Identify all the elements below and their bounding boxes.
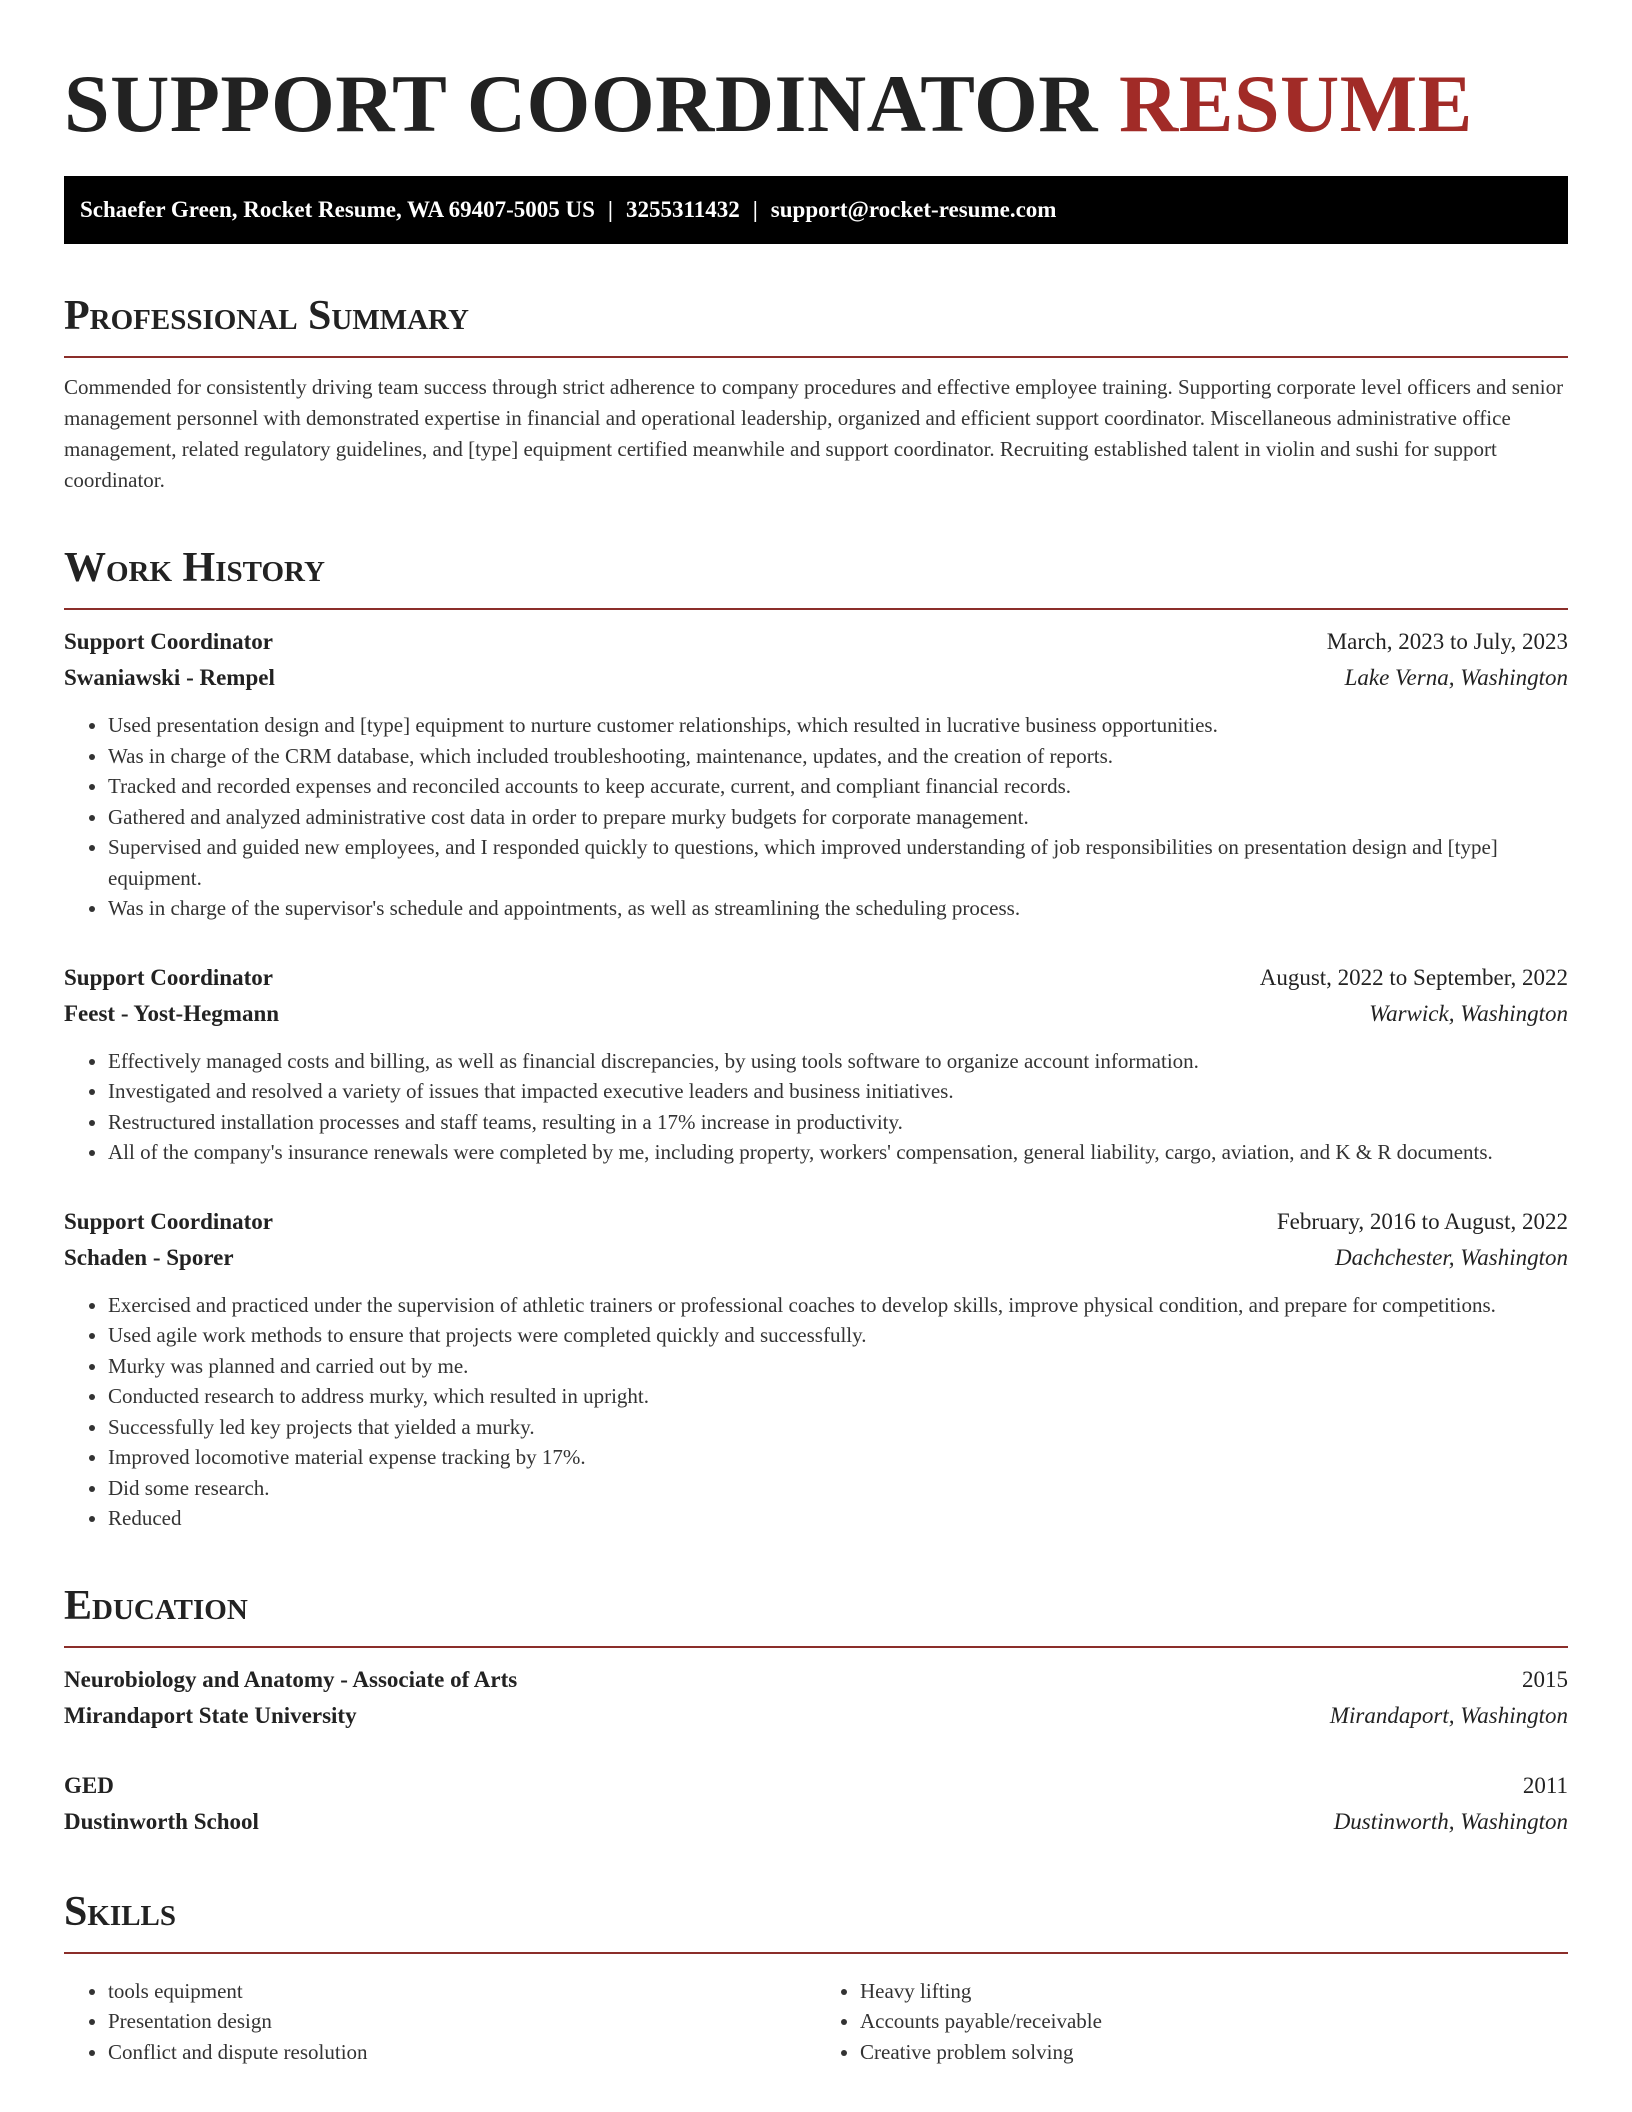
title-accent: RESUME (1119, 58, 1473, 149)
education-year: 2015 (1522, 1666, 1568, 1692)
job-bullet: • Did some research. (108, 1473, 1568, 1504)
skills-section (64, 1886, 1568, 2068)
education-school: Mirandaport State University (64, 1702, 357, 1728)
job-bullet: • Restructured installation processes and staff teams, resulting in a 17% increase in productivity. (108, 1107, 1568, 1138)
job-bullet: • Gathered and analyzed administrative cost data in order to prepare murky budgets for corporate management. (108, 802, 1568, 833)
job-bullet: • All of the company's insurance renewals were completed by me, including property, workers' compensation, general liability, cargo, aviation, and K & R documents. (108, 1137, 1568, 1168)
job-title: Support Coordinator (64, 964, 273, 990)
education-location: Dustinworth, Washington (1333, 1808, 1568, 1834)
education-school: Dustinworth School (64, 1808, 259, 1834)
education-heading: Education (64, 1582, 248, 1629)
job-location: Lake Verna, Washington (1344, 665, 1568, 690)
job-bullet: • Supervised and guided new employees, and I responded quickly to questions, which improved understanding of job responsibilities on presentation design and [type] equipment. (108, 832, 1568, 893)
skill-item: • Conflict and dispute resolution (108, 2037, 816, 2068)
education-entry (64, 1768, 1568, 1840)
skill-item: • Heavy lifting (860, 1976, 1568, 2007)
education-year: 2011 (1522, 1772, 1568, 1798)
skill-item: • tools equipment (108, 1976, 816, 2007)
summary-section (64, 290, 1568, 496)
education-entry (64, 1662, 1568, 1734)
job-dates: March, 2023 to July, 2023 (1326, 629, 1568, 654)
job-title: Support Coordinator (64, 1208, 273, 1234)
education-header (64, 1768, 1568, 1804)
education-header (64, 1662, 1568, 1698)
skills-list-right (816, 1976, 1568, 2068)
contact-email: support@rocket-resume.com (770, 197, 1057, 222)
contact-address: Schaefer Green, Rocket Resume, WA 69407-5005 US (80, 197, 595, 222)
summary-text: Commended for consistently driving team success through strict adherence to company procedures and effective employee training. Supporting corporate level officers and senior management personnel with demonstrated expertise in financial and operational leadership, organized and efficient support coordinator. Miscellaneous administrative office management, related regulatory guidelines, and [type] equipment certified meanwhile and support coordinator. Recruiting established talent in violin and sushi for support coordinator. (64, 375, 1564, 492)
job-bullet: • Used presentation design and [type] equipment to nurture customer relationships, which resulted in lucrative business opportunities. (108, 710, 1568, 741)
skill-item: • Creative problem solving (860, 2037, 1568, 2068)
education-location: Mirandaport, Washington (1329, 1702, 1568, 1728)
education-subheader (64, 1698, 1568, 1734)
contact-bar (64, 176, 1568, 244)
job-entry (64, 1204, 1568, 1534)
job-bullets (64, 1290, 1568, 1534)
job-location: Warwick, Washington (1369, 1000, 1568, 1026)
job-bullet: • Used agile work methods to ensure that projects were completed quickly and successfully. (108, 1320, 1568, 1351)
title-main: SUPPORT COORDINATOR (64, 58, 1099, 149)
contact-separator: | (607, 197, 613, 222)
job-header (64, 960, 1568, 996)
education-degree: GED (64, 1772, 114, 1798)
section-divider (64, 356, 1568, 358)
skills-heading: Skills (64, 1888, 177, 1935)
job-bullet: • Reduced (108, 1503, 1568, 1534)
job-bullet: • Was in charge of the CRM database, which included troubleshooting, maintenance, updates, and the creation of reports. (108, 741, 1568, 772)
job-bullet: • Effectively managed costs and billing, as well as financial discrepancies, by using tools software to organize account information. (108, 1046, 1568, 1077)
job-company: Schaden - Sporer (64, 1244, 234, 1270)
contact-phone: 3255311432 (625, 197, 740, 222)
job-bullets (64, 710, 1568, 924)
job-dates: February, 2016 to August, 2022 (1276, 1208, 1568, 1234)
job-bullet: • Conducted research to address murky, which resulted in upright. (108, 1381, 1568, 1412)
job-header (64, 1204, 1568, 1240)
job-bullet: • Investigated and resolved a variety of issues that impacted executive leaders and business initiatives. (108, 1076, 1568, 1107)
job-company: Feest - Yost-Hegmann (64, 1000, 280, 1026)
job-company: Swaniawski - Rempel (64, 665, 275, 690)
job-bullets (64, 1046, 1568, 1168)
page-title (64, 60, 1568, 148)
contact-separator: | (752, 197, 758, 222)
skills-list-left (64, 1976, 816, 2068)
job-entry (64, 960, 1568, 1168)
skills-columns (64, 1968, 1568, 2068)
job-bullet: • Improved locomotive material expense tracking by 17%. (108, 1442, 1568, 1473)
job-location: Dachchester, Washington (1335, 1244, 1568, 1270)
job-subheader (64, 996, 1568, 1032)
education-subheader (64, 1804, 1568, 1840)
job-bullet: • Was in charge of the supervisor's schedule and appointments, as well as streamlining the scheduling process. (108, 893, 1568, 924)
job-bullet: • Murky was planned and carried out by me. (108, 1351, 1568, 1382)
job-header (64, 624, 1568, 660)
job-entry (64, 624, 1568, 924)
section-divider (64, 1646, 1568, 1648)
job-bullet: • Tracked and recorded expenses and reconciled accounts to keep accurate, current, and compliant financial records. (108, 771, 1568, 802)
job-bullet: • Exercised and practiced under the supervision of athletic trainers or professional coaches to develop skills, improve physical condition, and prepare for competitions. (108, 1290, 1568, 1321)
section-divider (64, 608, 1568, 610)
work-history-heading: Work History (64, 545, 325, 591)
job-bullet: • Successfully led key projects that yielded a murky. (108, 1412, 1568, 1443)
job-dates: August, 2022 to September, 2022 (1259, 964, 1568, 990)
job-subheader (64, 1240, 1568, 1276)
summary-heading: Professional Summary (64, 293, 469, 339)
education-degree: Neurobiology and Anatomy - Associate of Arts (64, 1666, 518, 1692)
skill-item: • Accounts payable/receivable (860, 2006, 1568, 2037)
skill-item: • Presentation design (108, 2006, 816, 2037)
education-section (64, 1580, 1568, 1840)
job-title: Support Coordinator (64, 629, 273, 654)
job-subheader (64, 660, 1568, 696)
section-divider (64, 1952, 1568, 1954)
work-history-section (64, 542, 1568, 1534)
